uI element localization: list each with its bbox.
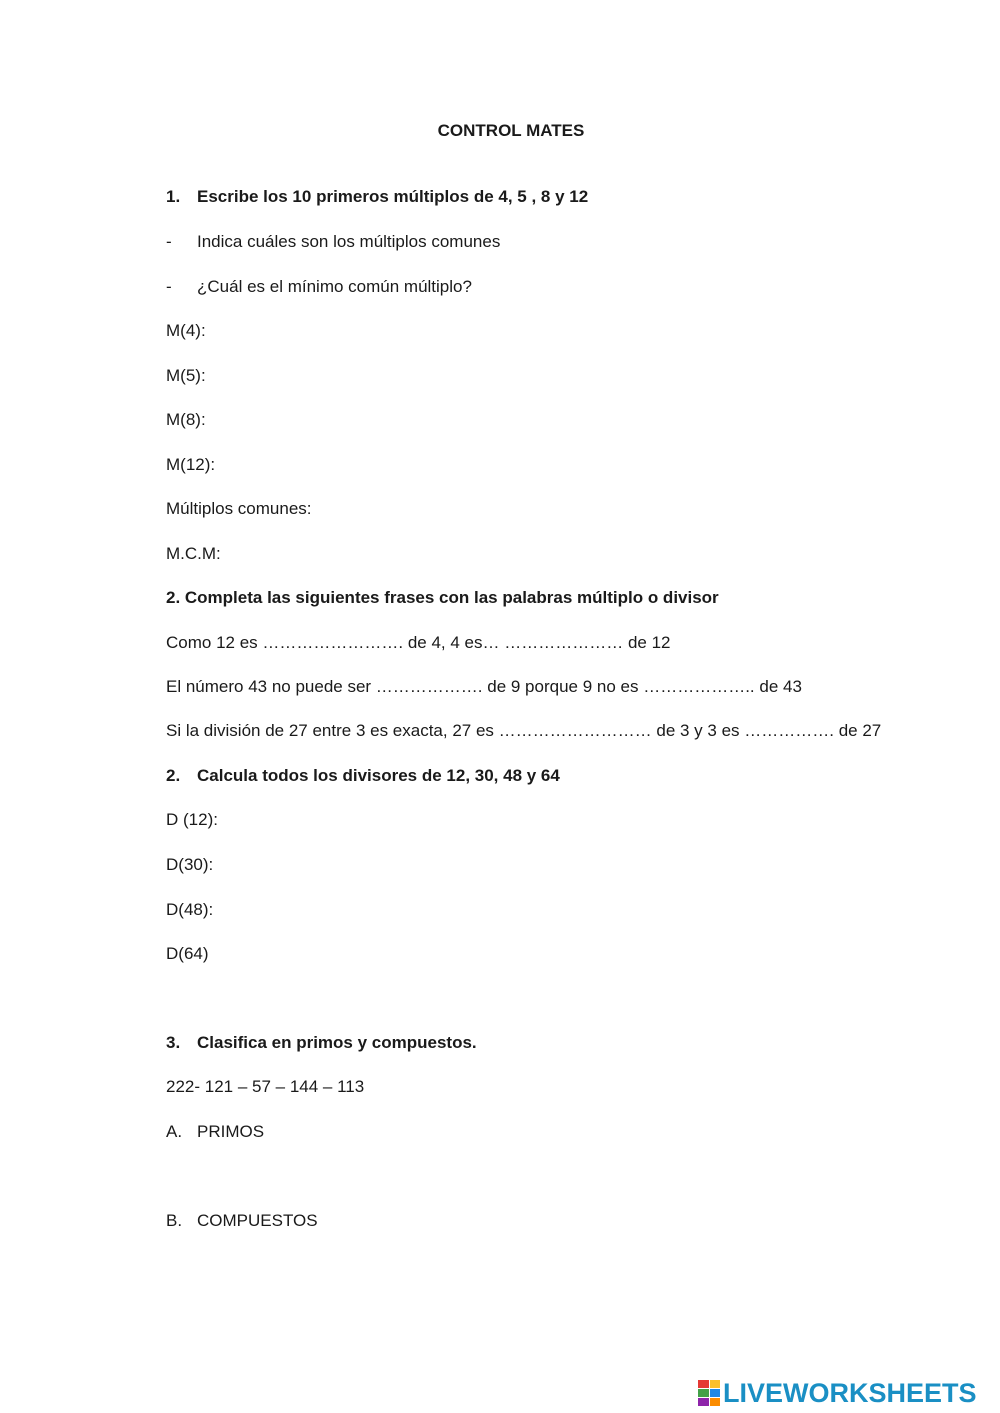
logo-square xyxy=(710,1380,721,1388)
option-text: PRIMOS xyxy=(197,1122,265,1141)
logo-square xyxy=(710,1389,721,1397)
multiples-line-8[interactable]: M(8): xyxy=(166,410,206,429)
question-1-heading xyxy=(166,187,588,207)
common-multiples-line[interactable]: Múltiplos comunes: xyxy=(166,499,312,518)
sentence-3[interactable]: Si la división de 27 entre 3 es exacta, 27 es ……………………… de 3 y 3 es ……………. de 27 xyxy=(166,721,882,740)
question-3-heading xyxy=(166,766,560,786)
question-2-heading: 2. Completa las siguientes frases con las palabras múltiplo o divisor xyxy=(166,588,719,607)
logo-mark-icon xyxy=(698,1380,720,1406)
divisors-line-30[interactable]: D(30): xyxy=(166,855,214,874)
multiples-line-5[interactable]: M(5): xyxy=(166,366,206,385)
lcm-line[interactable]: M.C.M: xyxy=(166,544,221,563)
question-3-number: 2. xyxy=(166,766,181,785)
logo-text: LIVEWORKSHEETS xyxy=(723,1378,977,1408)
bullet-marker: - xyxy=(166,277,172,296)
bullet-marker: - xyxy=(166,232,172,251)
option-letter: A. xyxy=(166,1122,183,1141)
multiples-line-12[interactable]: M(12): xyxy=(166,455,216,474)
option-composites[interactable] xyxy=(166,1211,318,1231)
option-letter: B. xyxy=(166,1211,183,1230)
question-4-heading xyxy=(166,1033,477,1053)
option-primes[interactable] xyxy=(166,1122,264,1142)
sentence-1[interactable]: Como 12 es ……………………. de 4, 4 es… ………………… de 12 xyxy=(166,633,671,652)
question-1-bullet xyxy=(166,277,472,297)
logo-square xyxy=(698,1398,709,1406)
question-4-text: Clasifica en primos y compuestos. xyxy=(197,1033,477,1052)
logo-square xyxy=(710,1398,721,1406)
page-title: CONTROL MATES xyxy=(437,121,585,140)
question-1-number: 1. xyxy=(166,187,181,206)
liveworksheets-logo xyxy=(698,1378,977,1408)
logo-square xyxy=(698,1380,709,1388)
sentence-2[interactable]: El número 43 no puede ser ………………. de 9 porque 9 no es ……………….. de 43 xyxy=(166,677,802,696)
logo-square xyxy=(698,1389,709,1397)
multiples-line-4[interactable]: M(4): xyxy=(166,321,206,340)
question-1-bullet xyxy=(166,232,500,252)
question-4-number: 3. xyxy=(166,1033,181,1052)
bullet-text: ¿Cuál es el mínimo común múltiplo? xyxy=(197,277,472,296)
divisors-line-48[interactable]: D(48): xyxy=(166,900,214,919)
divisors-line-64[interactable]: D(64) xyxy=(166,944,209,963)
bullet-text: Indica cuáles son los múltiplos comunes xyxy=(197,232,501,251)
question-3-text: Calcula todos los divisores de 12, 30, 48 y 64 xyxy=(197,766,560,785)
numbers-list: 222- 121 – 57 – 144 – 113 xyxy=(166,1077,365,1096)
option-text: COMPUESTOS xyxy=(197,1211,318,1230)
divisors-line-12[interactable]: D (12): xyxy=(166,810,218,829)
question-1-text: Escribe los 10 primeros múltiplos de 4, 5 , 8 y 12 xyxy=(197,187,589,206)
